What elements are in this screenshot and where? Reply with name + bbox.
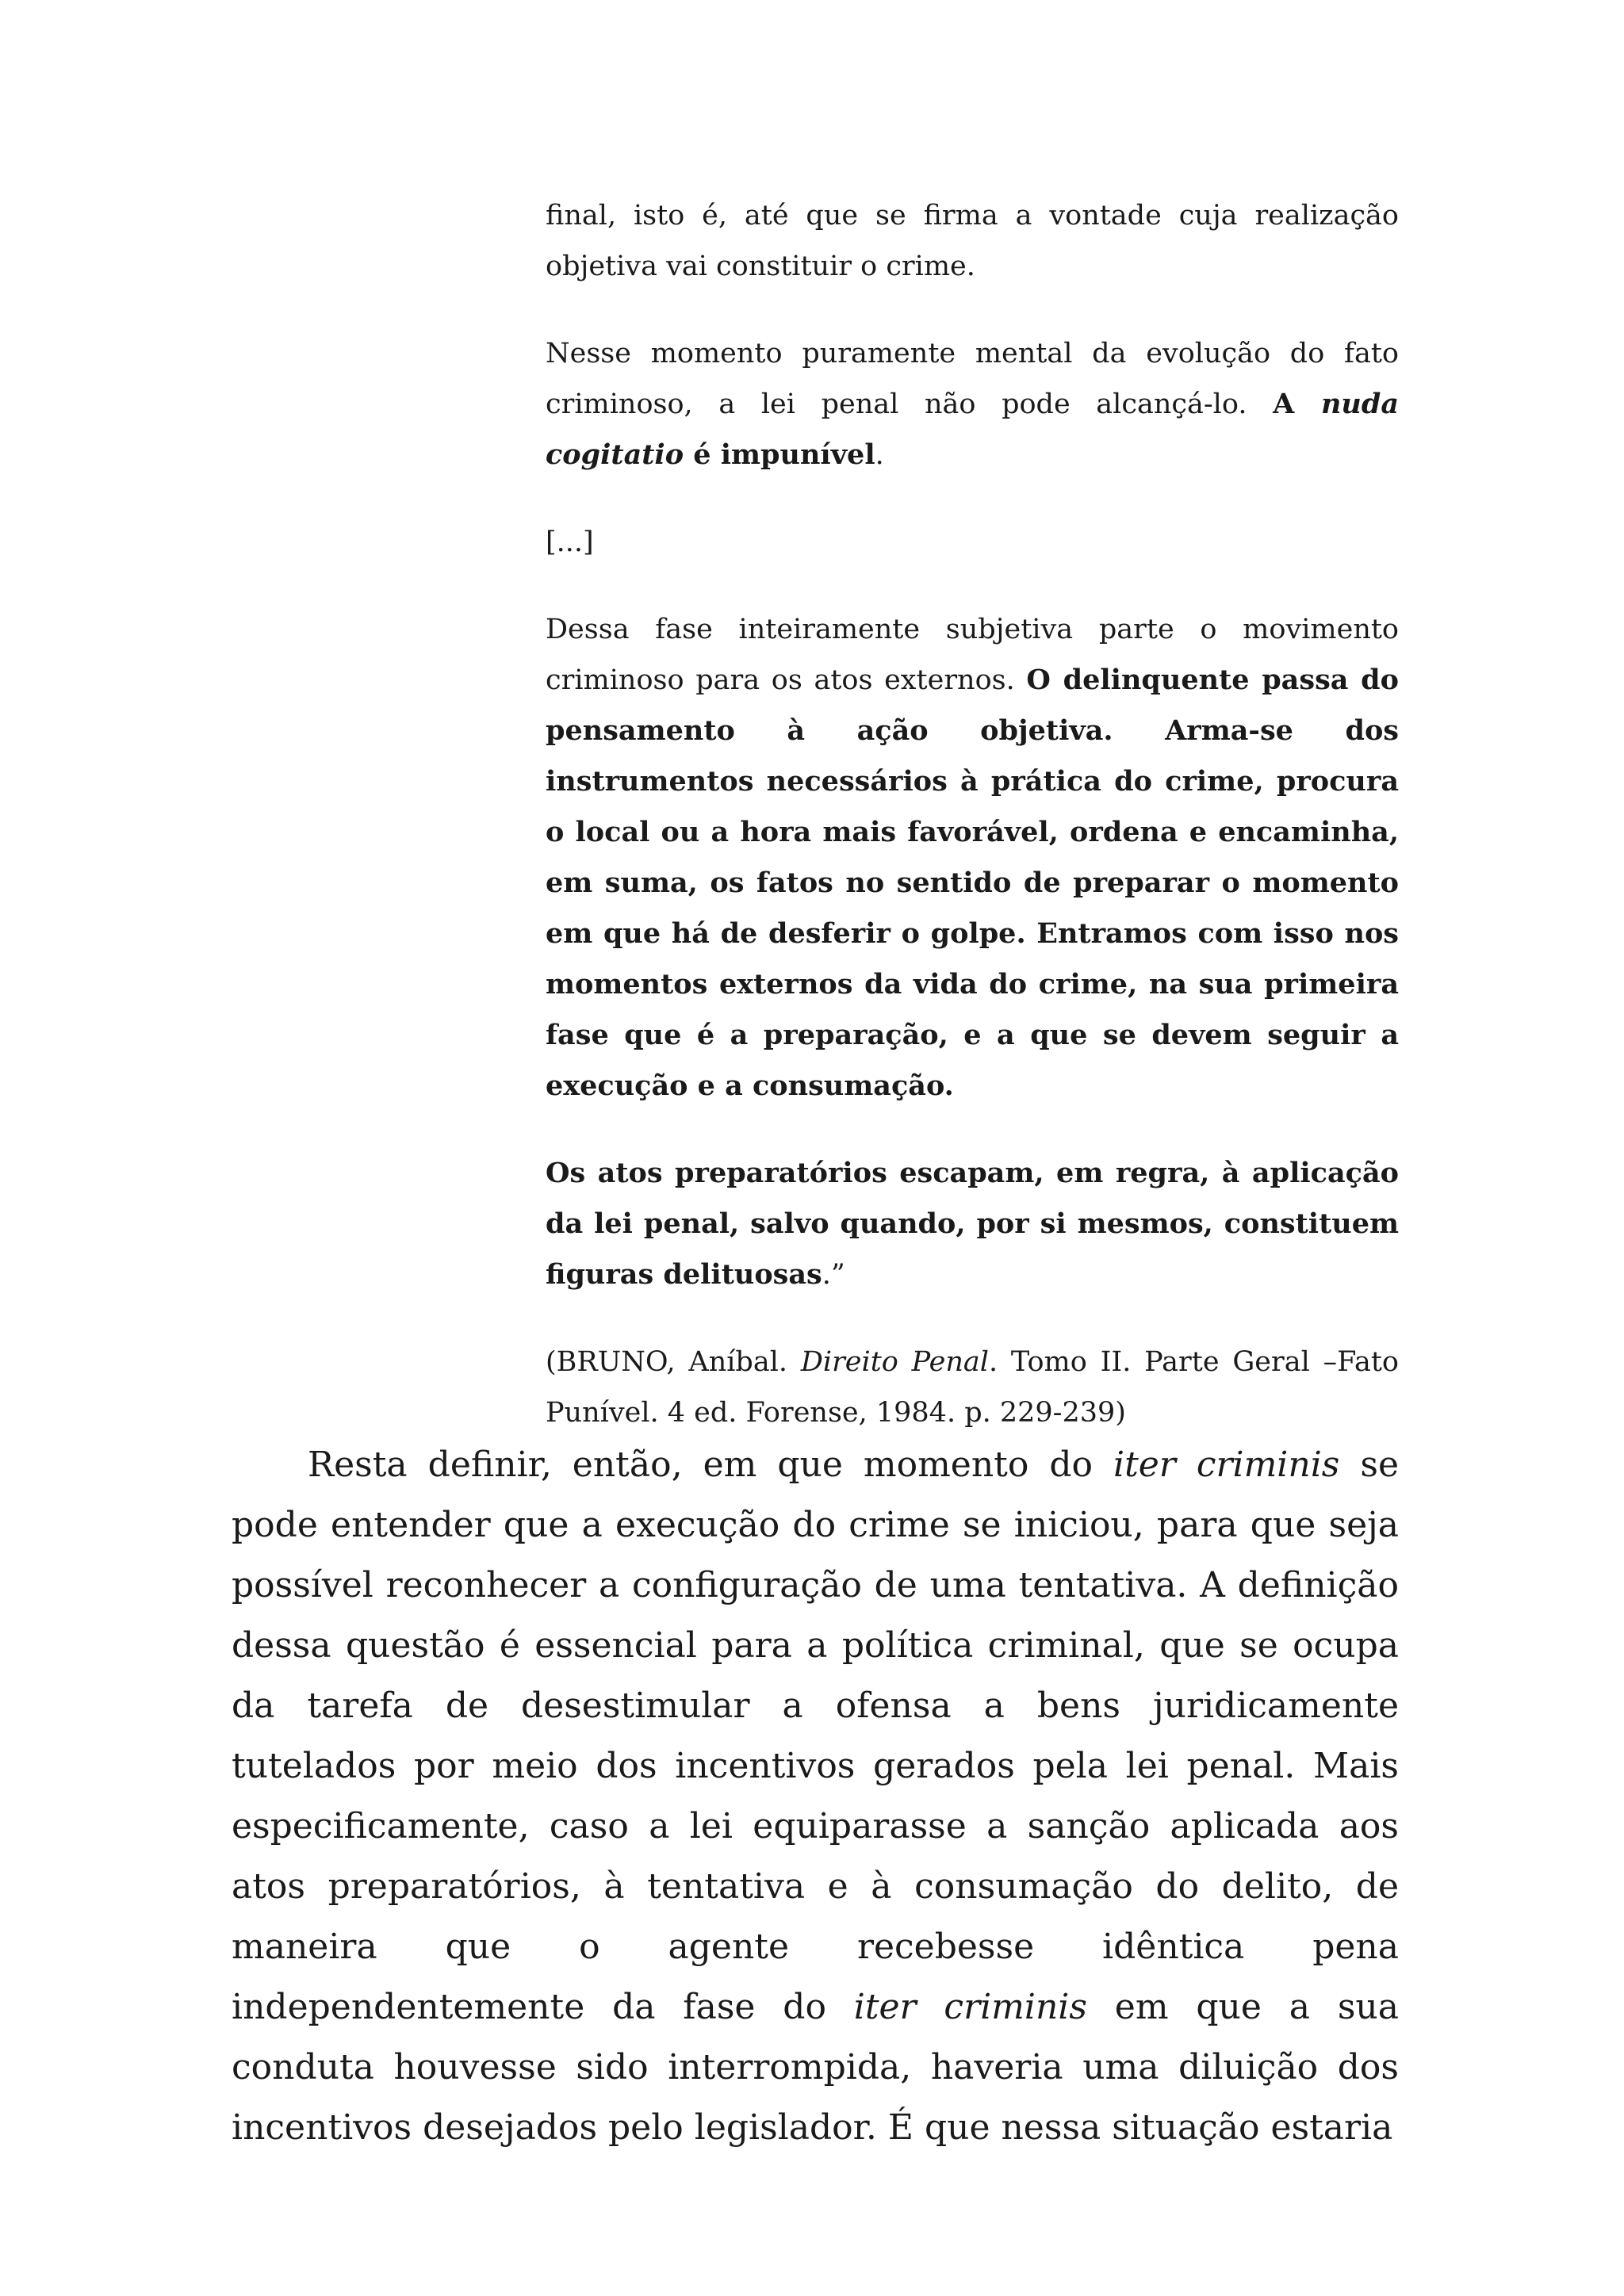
body-italic-term: iter criminis bbox=[1113, 1445, 1340, 1485]
quote-text: . bbox=[875, 439, 884, 471]
quote-bold-text: é impunível bbox=[684, 438, 875, 471]
quote-ellipsis: [...] bbox=[546, 526, 594, 558]
main-body-text bbox=[232, 1435, 1399, 2158]
body-text: Resta definir, então, em que momento do bbox=[308, 1445, 1114, 1485]
citation-text: (BRUNO, Aníbal. bbox=[546, 1346, 801, 1378]
quote-paragraph-1 bbox=[546, 190, 1399, 292]
quote-bold-italic-term: nuda cogitatio bbox=[546, 388, 1399, 471]
block-quote bbox=[546, 190, 1399, 1438]
quote-citation bbox=[546, 1337, 1399, 1438]
quote-text: .” bbox=[822, 1259, 845, 1291]
quote-paragraph-5 bbox=[546, 1148, 1399, 1300]
quote-text: Nesse momento puramente mental da evolução do fato criminoso, a lei penal não pode alcançá-lo. bbox=[546, 338, 1399, 420]
quote-bold-text: Os atos preparatórios escapam, em regra, à aplicação da lei penal, salvo quando, por si mesmos, constituem figuras delituosas bbox=[546, 1157, 1399, 1291]
citation-book-title: Direito Penal bbox=[800, 1346, 989, 1378]
quote-text: final, isto é, até que se firma a vontade cuja realização objetiva vai constituir o crime. bbox=[546, 200, 1399, 282]
quote-paragraph-2 bbox=[546, 328, 1399, 480]
body-paragraph bbox=[232, 1435, 1399, 2158]
quote-text: Dessa fase inteiramente subjetiva parte o movimento criminoso para os atos externos. bbox=[546, 614, 1399, 696]
quote-paragraph-4 bbox=[546, 604, 1399, 1112]
quote-bold-text: O delinquente passa do pensamento à ação objetiva. Arma-se dos instrumentos necessários à prática do crime, procura o local ou a hora mais favorável, ordena e encaminha, em suma, os fatos no sentido de preparar o momento em que há de desferir o golpe. Entramos com isso nos momentos externos da vida do crime, na sua primeira fase que é a preparação, e a que se devem seguir a execução e a consumação. bbox=[546, 664, 1399, 1102]
quote-paragraph-3 bbox=[546, 517, 1399, 568]
body-italic-term: iter criminis bbox=[853, 1987, 1087, 2027]
citation-text: . Tomo II. Parte Geral –Fato Punível. 4 ed. Forense, 1984. p. 229-239) bbox=[546, 1346, 1399, 1429]
quote-bold-text: A bbox=[1273, 388, 1321, 420]
body-text: se pode entender que a execução do crime se iniciou, para que seja possível reconhecer a configuração de uma tentativa. A definição dessa questão é essencial para a política criminal, que se ocupa da tarefa de desestimular a ofensa a bens juridicamente tutelados por meio dos incentivos gerados pela lei penal. Mais especificamente, caso a lei equiparasse a sanção aplicada aos atos preparatórios, à tentativa e à consumação do delito, de maneira que o agente recebesse idêntica pena independentemente da fase do bbox=[232, 1445, 1399, 2027]
body-text: em que a sua conduta houvesse sido interrompida, haveria uma diluição dos incentivos desejados pelo legislador. É que nessa situação estaria bbox=[232, 1987, 1399, 2148]
